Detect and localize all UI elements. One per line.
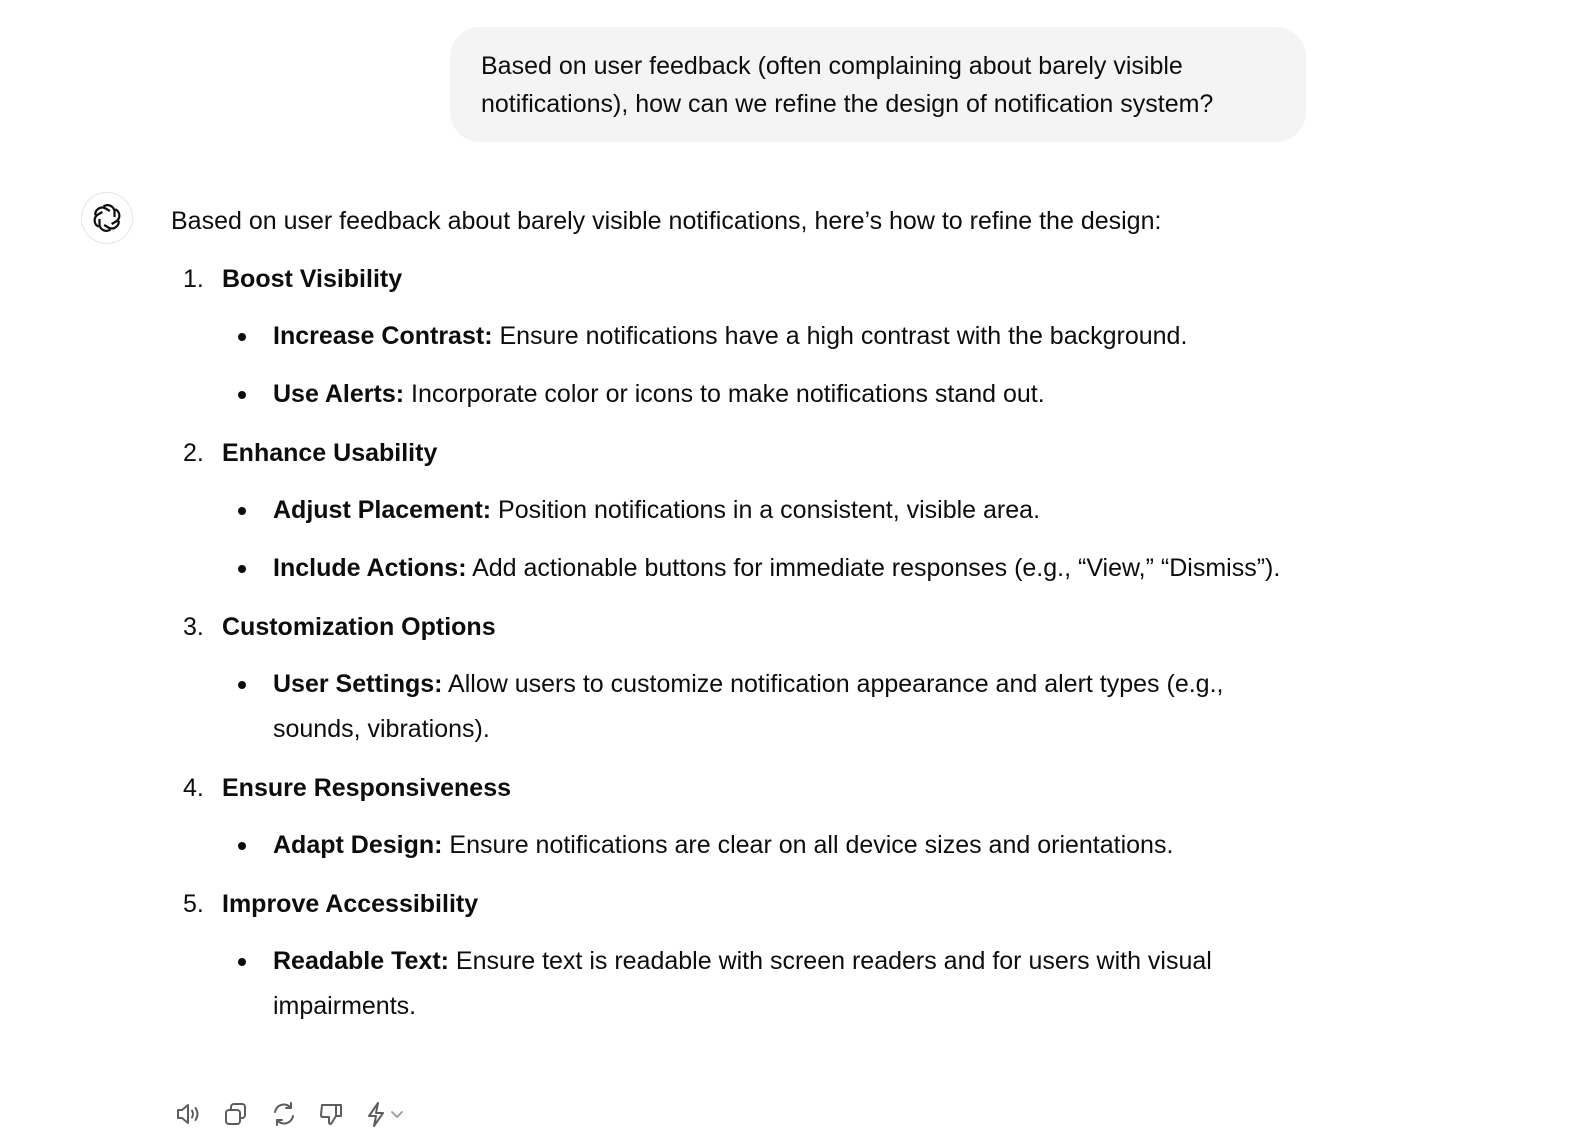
bullet-label: Adapt Design: (273, 831, 443, 859)
list-item (171, 939, 1291, 1029)
regenerate-icon (269, 1099, 299, 1129)
bullet-text: Add actionable buttons for immediate responses (e.g., “View,” “Dismiss”). (466, 554, 1281, 582)
openai-logo-icon (91, 202, 123, 234)
list-section (171, 882, 1291, 1029)
bullet-dot-icon (238, 681, 246, 689)
bullet-text: Incorporate color or icons to make notifications stand out. (404, 380, 1045, 408)
section-title: Enhance Usability (222, 439, 438, 467)
message-action-bar (171, 1094, 405, 1134)
section-heading (171, 257, 1291, 301)
section-title: Customization Options (222, 613, 496, 641)
bullet-dot-icon (238, 842, 246, 850)
bullet-dot-icon (238, 507, 246, 515)
assistant-avatar (81, 192, 133, 244)
switch-model-button[interactable] (363, 1097, 405, 1131)
thumbs-down-icon (317, 1099, 347, 1129)
list-item (171, 546, 1291, 591)
assistant-message (171, 199, 1291, 1029)
section-number: 2. (183, 439, 204, 467)
section-title: Boost Visibility (222, 265, 403, 293)
list-section (171, 605, 1291, 752)
bullet-label: Adjust Placement: (273, 496, 492, 524)
section-heading (171, 431, 1291, 475)
bullet-label: User Settings: (273, 670, 443, 698)
list-item (171, 372, 1291, 417)
bullet-dot-icon (238, 391, 246, 399)
section-heading (171, 882, 1291, 926)
list-section (171, 257, 1291, 417)
speaker-icon (173, 1099, 203, 1129)
section-heading (171, 766, 1291, 810)
chevron-down-icon (389, 1099, 405, 1129)
bullet-label: Readable Text: (273, 947, 449, 975)
recommendation-list (171, 257, 1291, 1029)
bullet-text: Position notifications in a consistent, visible area. (491, 496, 1041, 524)
bullet-dot-icon (238, 565, 246, 573)
read-aloud-button[interactable] (171, 1097, 205, 1131)
bullet-label: Use Alerts: (273, 380, 405, 408)
user-message-text: Based on user feedback (often complaining about barely visible notifications), how can we refine the design of notification system? (481, 52, 1214, 118)
list-item (171, 823, 1291, 868)
bullet-label: Include Actions: (273, 554, 467, 582)
section-number: 4. (183, 774, 204, 802)
bullet-text: Allow users to customize notification appearance and alert types (e.g., sounds, vibrations). (273, 670, 1224, 743)
list-item (171, 662, 1291, 752)
lightning-icon (363, 1099, 389, 1129)
bullet-text: Ensure notifications have a high contrast with the background. (492, 322, 1188, 350)
section-number: 3. (183, 613, 204, 641)
user-message-bubble (450, 27, 1306, 142)
section-title: Improve Accessibility (222, 890, 479, 918)
copy-icon (221, 1099, 251, 1129)
list-item (171, 314, 1291, 359)
bad-response-button[interactable] (315, 1097, 349, 1131)
section-heading (171, 605, 1291, 649)
bullet-text: Ensure notifications are clear on all device sizes and orientations. (442, 831, 1174, 859)
assistant-intro: Based on user feedback about barely visible notifications, here’s how to refine the design: (171, 207, 1162, 235)
section-number: 5. (183, 890, 204, 918)
bullet-label: Increase Contrast: (273, 322, 493, 350)
regenerate-button[interactable] (267, 1097, 301, 1131)
list-section (171, 431, 1291, 591)
section-number: 1. (183, 265, 204, 293)
list-item (171, 488, 1291, 533)
copy-button[interactable] (219, 1097, 253, 1131)
bullet-text: Ensure text is readable with screen readers and for users with visual impairments. (273, 947, 1212, 1020)
bullet-dot-icon (238, 958, 246, 966)
section-title: Ensure Responsiveness (222, 774, 512, 802)
list-section (171, 766, 1291, 868)
bullet-dot-icon (238, 333, 246, 341)
